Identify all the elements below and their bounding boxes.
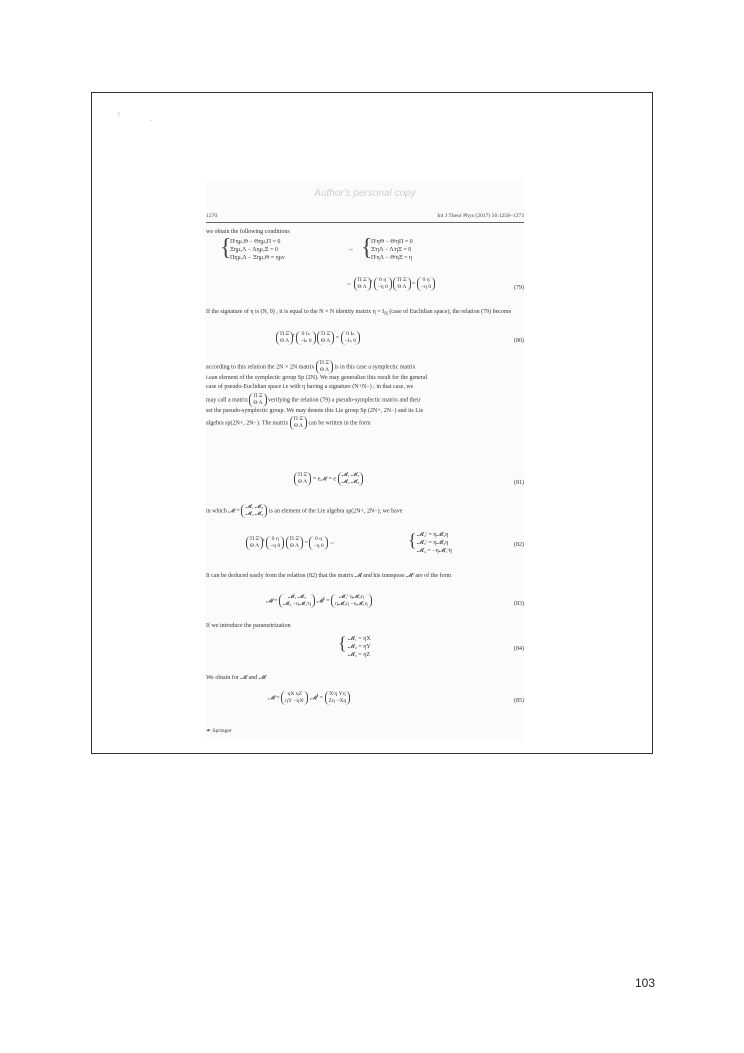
conditions-right [371,239,413,262]
conditions-82: 𝓜₂ᵗ = η𝓜₂η 𝓜₃ᵗ = η𝓜₃η 𝓜₄ = −η𝓜₁ᵗη [417,532,452,554]
page-number-bottom: 103 [635,976,656,990]
condition: ΞᵗηΛ − ΛᵗηΞ = 0 [371,246,412,253]
equation-number: (83) [514,601,524,607]
scan-speck: ? [117,113,121,119]
page-number-top: 1270 [206,213,218,219]
scanned-page [206,180,524,740]
brace: { [408,530,417,550]
paragraph: according to this relation the 2N × 2N matrix Π Ξ Θ Λ is in this case a symplectic matrix i.ean element of the symplectic group Sp (2N). We may generalize this result for the general case of pseudo-Euclidian space i.e with η having a signature (N+N−) ; in that case, we may call a matrix Π Ξ Θ Λ verifying the relation (79) a pseudo-symplectic matrix and their set the pseudo-symplectic group. We may denote this Lie group Sp (2N+, 2N−) and its Lie algebra sp(2N+, 2N−). The matrix Π Ξ Θ Λ can be written in the form [206,360,428,429]
conditions-left [230,239,285,262]
intro-text: we obtain the following conditions [206,229,290,235]
matrix: Π Ξ Θ Λ [249,393,266,407]
equation-number: (81) [514,480,524,486]
equation-number: (85) [514,698,524,704]
matrix: Π Ξ Θ Λ [317,331,334,345]
matrix: 𝓜₁ 𝓜₃ 𝓜₂ 𝓜₄ [241,504,267,518]
matrix: 0 η −η 0 [374,277,392,291]
matrix: ηX ηZ ηY −ηXᵗ [281,691,308,705]
publisher-footer: ☙ Springer [206,728,232,734]
paragraph: in which 𝓜 = 𝓜₁ 𝓜₃ 𝓜₂ 𝓜₄ is an element of the Lie algebra sp(2N+, 2N−), we have [206,504,403,517]
matrix: Π Ξ Θ Λ [294,472,311,486]
equation-79: ⇔ Π Ξ Θ $\Lambda^t$ 0 η −η 0 Π Ξ Θ Λ = 0 η −η 0 [346,277,435,291]
iff-symbol: ⇔ [348,247,354,253]
matrix: 0 η −η 0 [309,536,327,550]
matrix: 0 η −η 0 [266,536,284,550]
header-rule [206,222,524,223]
equation-81: Π Ξ Θ Λ = e𝓜 = e 𝓜₁ 𝓜₃ 𝓜₂ 𝓜₄ [294,472,363,486]
watermark: Author's personal copy [314,188,416,199]
brace: { [338,633,347,653]
matrix: Π Ξ Θ Λ [354,277,371,291]
condition: ΠημₒΛ − ΞημₒΘ = ημν [230,254,285,261]
matrix: 0 Iₙ −Iₙ 0 [296,331,315,345]
matrix: Π Ξ Θ Λ [276,331,293,345]
equation-85: 𝓜 = ηX ηZ ηY −ηXᵗ 𝓜$^t$ = Xᵗη Yη Zη −Xη [268,691,350,705]
equation-number: (84) [514,646,524,652]
matrix: 𝓜₁ᵗ η𝓜₂η η𝓜₃η −η𝓜₁η [331,594,372,608]
matrix: Π Ξ Θ Λ [286,536,303,550]
paragraph: It can be deduced easily from the relation (82) that the matrix 𝓜 and his transpose 𝓜ᵗ are of the form [206,573,452,579]
equation-83: 𝓜 = 𝓜₁ 𝓜₃ 𝓜₂ −η𝓜₁ᵗη 𝓜$^t$ = 𝓜₁ᵗ η𝓜₂η η𝓜₃η −η𝓜₁η [266,594,372,608]
matrix: Xᵗη Yη Zη −Xη [325,691,351,705]
matrix: 0 Iₙ −Iₙ 0 [341,331,360,345]
matrix: 𝓜₁ 𝓜₃ 𝓜₂ −η𝓜₁ᵗη [279,594,315,608]
condition: ΠᵗηΘ − ΘᵗηΠ = 0 [371,239,413,245]
equation-number: (82) [514,542,524,548]
right-brace: { [361,235,373,261]
paragraph: If we introduce the parametrization [206,623,291,629]
equation-80: Π Ξ Θ $\Lambda^t$ 0 Iₙ −Iₙ 0 Π Ξ Θ Λ = 0 Iₙ −Iₙ 0 [276,331,360,345]
equation-number: (80) [514,338,524,344]
matrix: Π Ξ Θ Λ [246,536,263,550]
matrix: Π Ξ Θ Λ [393,277,410,291]
paragraph: We obtain for 𝓜 and 𝓜ᵗ [206,675,267,681]
equation-number: (79) [514,285,524,291]
left-brace: { [220,235,232,261]
equation-82: Π Ξ Θ $\Lambda^t$ 0 η −η 0 Π Ξ Θ Λ = 0 η −η 0 ⇔ [246,536,335,550]
parametrization: 𝓜₁ = ηX 𝓜₂ = ηY 𝓜₃ = ηZ [348,636,371,658]
condition: ΠᵗημₒΘ − ΘημₒΠ = 0 [230,239,281,245]
condition: ΠᵗηΛ − ΘᵗηΞ = η [371,254,413,261]
condition: ΞημₒΛ − ΛημₒΞ = 0 [230,246,278,253]
scan-speck: - [150,118,152,124]
journal-citation: Int J Theor Phys (2017) 56:1258–1273 [437,213,524,219]
matrix: 0 η −η 0 [417,277,435,291]
springer-logo-icon: ☙ [206,728,212,734]
paragraph: If the signature of η is (N, 0) , it is equal to the N × N identity matrix $\eta = I_N$ (case of Euclidian space), the relation (79) become [206,309,512,318]
matrix: Π Ξ Θ Λ [290,416,307,430]
matrix: 𝓜₁ 𝓜₃ 𝓜₂ 𝓜₄ [338,472,364,486]
matrix: Π Ξ Θ Λ [316,360,333,374]
